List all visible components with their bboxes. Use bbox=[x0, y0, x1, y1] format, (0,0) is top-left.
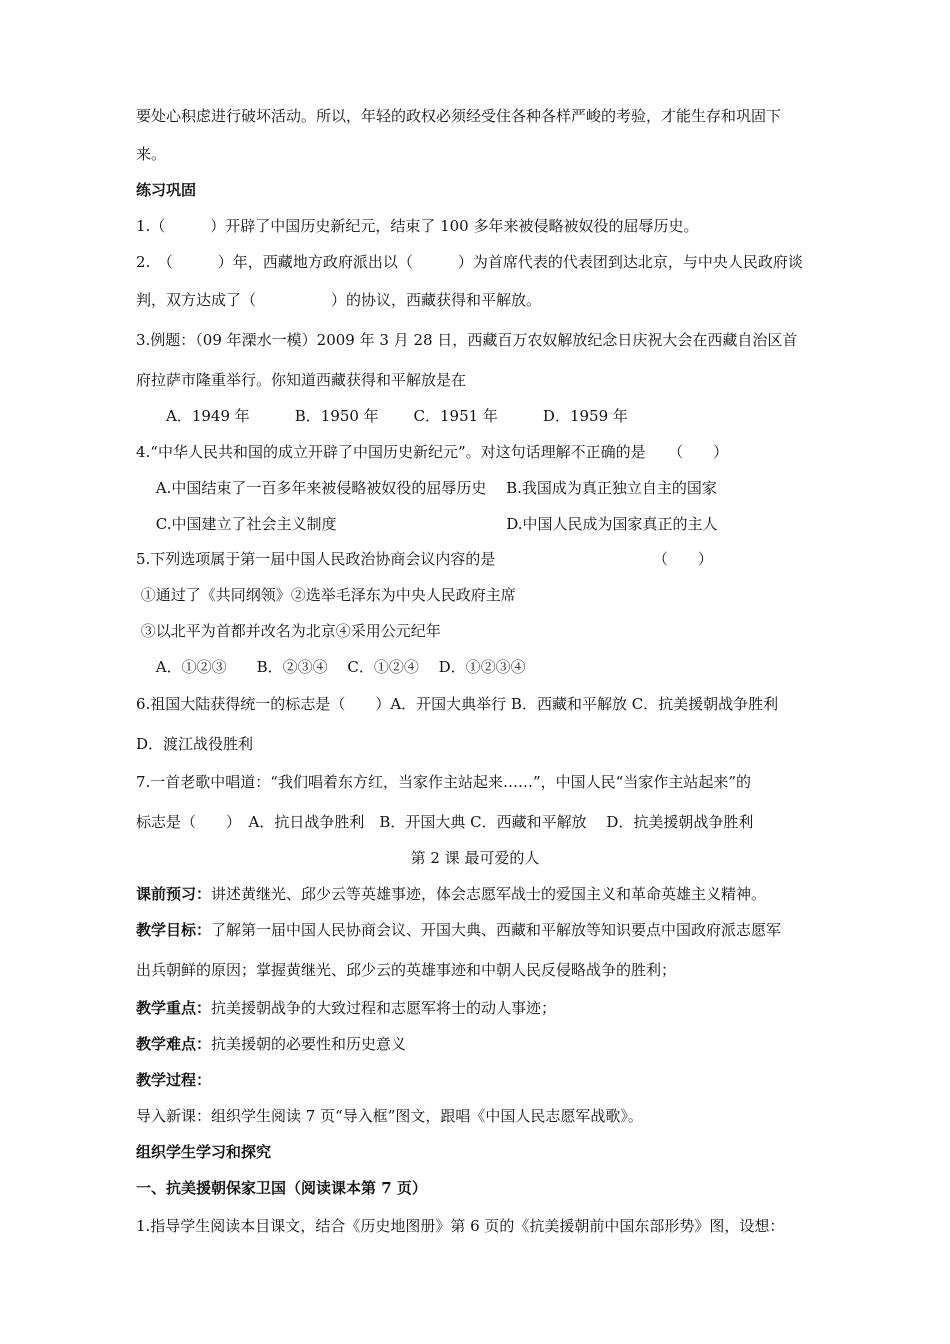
question-5-options: A．①②③ B．②③④ C．①②④ D．①②③④ bbox=[136, 658, 526, 676]
preview-label: 课前预习： bbox=[136, 885, 212, 903]
question-3-options: A．1949 年 B．1950 年 C．1951 年 D．1959 年 bbox=[136, 407, 628, 425]
preview-text: 讲述黄继光、邱少云等英雄事迹，体会志愿军战士的爱国主义和革命英雄主义精神。 bbox=[211, 885, 767, 903]
key-text: 抗美援朝战争的大致过程和志愿军将士的动人事迹； bbox=[211, 999, 557, 1017]
question-7: 7.一首老歌中唱道：“我们唱着东方红，当家作主站起来……”，中国人民“当家作主站起来”的 bbox=[136, 773, 751, 791]
question-2: 2. （ ）年，西藏地方政府派出以（ ）为首席代表的代表团到达北京，与中央人民政府谈 bbox=[136, 253, 803, 271]
question-5-item-2: ③以北平为首都并改名为北京④采用公元纪年 bbox=[136, 622, 441, 640]
section-heading: 练习巩固 bbox=[136, 181, 197, 199]
paragraph-line: 来。 bbox=[136, 145, 167, 163]
goal-label: 教学目标： bbox=[136, 921, 212, 939]
paragraph-line: 1.指导学生阅读本目课文，结合《历史地图册》第 6 页的《抗美援朝前中国东部形势》图，设想： bbox=[136, 1217, 785, 1235]
key-line bbox=[136, 998, 556, 1018]
question-1: 1.（ ）开辟了中国历史新纪元，结束了 100 多年来被侵略被奴役的屈辱历史。 bbox=[136, 217, 699, 235]
intro-line: 导入新课：组织学生阅读 7 页“导入框”图文，跟唱《中国人民志愿军战歌》。 bbox=[136, 1107, 643, 1125]
question-4-options-cd: C.中国建立了社会主义制度 D.中国人民成为国家真正的主人 bbox=[136, 515, 718, 533]
subsection-heading: 一、抗美援朝保家卫国（阅读课本第 7 页） bbox=[136, 1179, 427, 1197]
section-heading: 组织学生学习和探究 bbox=[136, 1143, 272, 1161]
goal-line-cont: 出兵朝鲜的原因；掌握黄继光、邱少云的英雄事迹和中朝人民反侵略战争的胜利； bbox=[136, 961, 677, 979]
question-5: 5.下列选项属于第一届中国人民政治协商会议内容的是 （ ） bbox=[136, 550, 713, 568]
goal-text: 了解第一届中国人民协商会议、开国大典、西藏和平解放等知识要点中国政府派志愿军 bbox=[211, 921, 782, 939]
question-3: 3.例题：（09 年溧水一模）2009 年 3 月 28 日，西藏百万农奴解放纪念日庆祝大会在西藏自治区首 bbox=[136, 331, 798, 349]
goal-line bbox=[136, 920, 781, 940]
question-3-cont: 府拉萨市隆重举行。你知道西藏获得和平解放是在 bbox=[136, 371, 467, 389]
question-4-options-ab: A.中国结束了一百多年来被侵略被奴役的屈辱历史 B.我国成为真正独立自主的国家 bbox=[136, 479, 717, 497]
question-4: 4.“中华人民共和国的成立开辟了中国历史新纪元”。对这句话理解不正确的是 （ ） bbox=[136, 443, 729, 461]
hard-text: 抗美援朝的必要性和历史意义 bbox=[211, 1035, 407, 1053]
question-7-cont: 标志是（ ） A．抗日战争胜利 B．开国大典 C．西藏和平解放 D．抗美援朝战争胜利 bbox=[136, 813, 754, 831]
paragraph-line: 要处心积虑进行破坏活动。所以，年轻的政权必须经受住各种各样严峻的考验，才能生存和巩固下 bbox=[136, 107, 782, 125]
question-5-item-1: ①通过了《共同纲领》②选举毛泽东为中央人民政府主席 bbox=[136, 586, 516, 604]
hard-label: 教学难点： bbox=[136, 1035, 212, 1053]
question-6: 6.祖国大陆获得统一的标志是（ ）A．开国大典举行 B．西藏和平解放 C．抗美援朝战争胜利 bbox=[136, 695, 779, 713]
lesson-title: 第 2 课 最可爱的人 bbox=[410, 849, 540, 867]
preview-line bbox=[136, 884, 766, 904]
question-6-cont: D．渡江战役胜利 bbox=[136, 735, 254, 753]
hard-line bbox=[136, 1034, 406, 1054]
question-2-cont: 判，双方达成了（ ）的协议，西藏获得和平解放。 bbox=[136, 291, 542, 309]
key-label: 教学重点： bbox=[136, 999, 212, 1017]
process-heading: 教学过程： bbox=[136, 1071, 212, 1089]
